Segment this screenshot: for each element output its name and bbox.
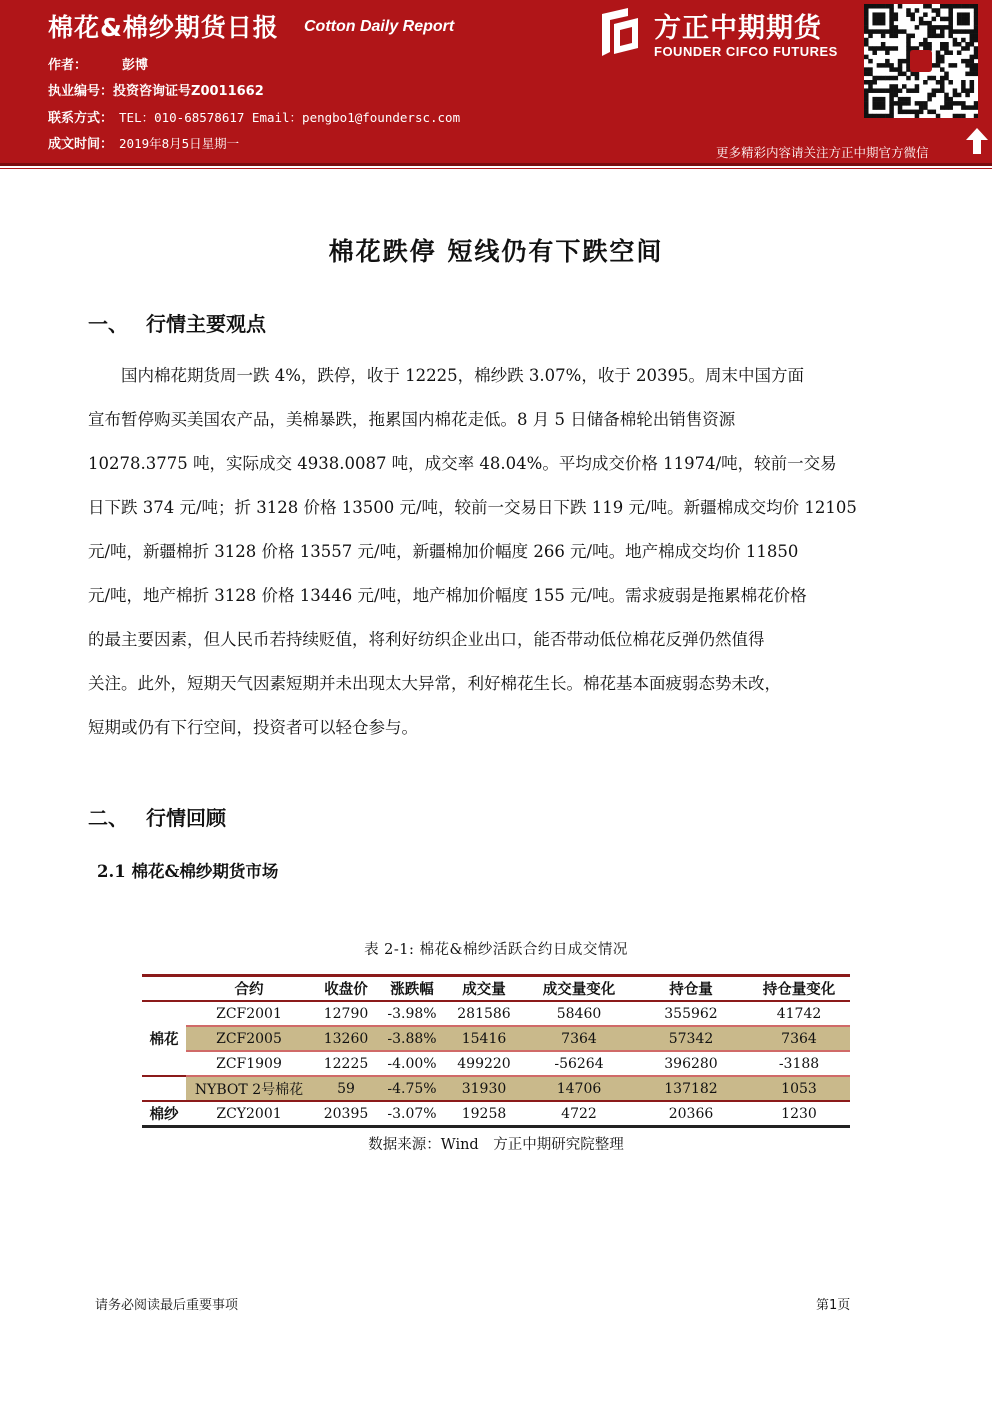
table-cell: 12790	[323, 1005, 369, 1022]
license-line	[48, 80, 264, 99]
table-row	[142, 1001, 850, 1026]
table-cell: 396280	[664, 1055, 718, 1072]
report-header	[0, 0, 992, 163]
section-heading-2	[88, 802, 226, 831]
table-cell: 355962	[664, 1005, 718, 1022]
license-label: 执业编号：	[48, 84, 114, 99]
table-header-row	[142, 976, 850, 1002]
column-header: 持仓量	[669, 981, 713, 998]
subsection-heading: 2.1 棉花&棉纱期货市场	[97, 862, 279, 881]
arrow-up-icon	[966, 128, 988, 154]
table-row	[142, 1026, 850, 1051]
section-number: 一、	[88, 312, 128, 336]
date-label: 成文时间：	[48, 137, 114, 152]
footer-notice: 请务必阅读最后重要事项	[95, 1298, 239, 1313]
table-cell: 19258	[461, 1105, 507, 1122]
logo-mark-icon	[602, 8, 638, 56]
table-cell: 20366	[668, 1105, 714, 1122]
group-blank	[142, 1076, 186, 1101]
header-divider	[0, 163, 992, 166]
document-title: 棉花跌停 短线仍有下跌空间	[328, 237, 664, 266]
paragraph-line: 10278.3775 吨，实际成交 4938.0087 吨，成交率 48.04%。平均成交价格 11974/吨，较前一交易	[88, 454, 837, 473]
author-name: 彭博	[122, 58, 149, 73]
qr-code-icon	[864, 4, 978, 118]
table-cell: 4722	[561, 1105, 597, 1122]
table-cell: 1053	[748, 1076, 850, 1101]
table-cell: 31930	[444, 1076, 524, 1101]
table-cell: 14706	[524, 1076, 634, 1101]
table-cell: 15416	[444, 1026, 524, 1051]
date-line	[48, 133, 239, 152]
table-row	[142, 1076, 850, 1101]
author-line	[48, 54, 148, 73]
table-cell: -3.07%	[387, 1105, 437, 1122]
futures-table	[142, 974, 850, 1128]
column-header: 收盘价	[324, 981, 368, 998]
section-heading-1	[88, 308, 266, 337]
table-row	[142, 1051, 850, 1076]
section-title: 行情主要观点	[146, 312, 266, 336]
contact-label: 联系方式：	[48, 111, 114, 126]
column-header: 合约	[234, 981, 264, 998]
license-value: 投资咨询证号Z0011662	[113, 84, 264, 99]
table-cell: -3.98%	[387, 1005, 437, 1022]
table-cell: -4.75%	[380, 1076, 444, 1101]
table-cell: -4.00%	[387, 1055, 437, 1072]
section-title: 行情回顾	[146, 806, 226, 830]
table-cell: ZCF2001	[216, 1005, 282, 1022]
table-cell: -3188	[778, 1055, 820, 1072]
company-logo	[602, 6, 852, 66]
paragraph-line: 关注。此外，短期天气因素短期并未出现太大异常，利好棉花生长。棉花基本面疲弱态势未改，	[88, 674, 781, 693]
paragraph-line: 国内棉花期货周一跌 4%，跌停，收于 12225，棉纱跌 3.07%，收于 20395。周末中国方面	[88, 366, 805, 385]
table-cell: 281586	[457, 1005, 511, 1022]
logo-chinese-name: 方正中期期货	[654, 13, 822, 44]
table-cell: -56264	[554, 1055, 604, 1072]
section-number: 二、	[88, 806, 128, 830]
market-view-paragraph	[88, 354, 908, 750]
table-cell: 13260	[312, 1026, 380, 1051]
table-cell: 41742	[776, 1005, 822, 1022]
contact-value: TEL：010-68578617 Email：pengbo1@foundersc.com	[119, 110, 461, 125]
table-row	[142, 1101, 850, 1127]
table-cell: 1230	[781, 1105, 817, 1122]
wechat-qr-code[interactable]	[864, 4, 978, 118]
table-cell: 59	[312, 1076, 380, 1101]
paragraph-line: 短期或仍有下行空间，投资者可以轻仓参与。	[88, 718, 418, 737]
table-cell: 499220	[457, 1055, 511, 1072]
table-cell: ZCY2001	[216, 1105, 282, 1122]
page-number: 第1页	[816, 1298, 851, 1313]
group-label-cotton: 棉花	[142, 1001, 186, 1076]
paragraph-line: 宣布暂停购买美国农产品，美棉暴跌，拖累国内棉花走低。8 月 5 日储备棉轮出销售资源	[88, 410, 736, 429]
table-cell: 20395	[323, 1105, 369, 1122]
table-cell: -3.88%	[380, 1026, 444, 1051]
logo-english-name: FOUNDER CIFCO FUTURES	[654, 44, 838, 59]
paragraph-line: 元/吨，地产棉折 3128 价格 13446 元/吨，地产棉加价幅度 155 元/吨。需求疲弱是拖累棉花价格	[88, 586, 807, 605]
table-cell: 57342	[634, 1026, 748, 1051]
author-label: 作者：	[48, 58, 88, 73]
table-caption: 表 2-1: 棉花&棉纱活跃合约日成交情况	[364, 942, 628, 958]
report-title: 棉花&棉纱期货日报	[48, 13, 279, 42]
paragraph-line: 日下跌 374 元/吨；折 3128 价格 13500 元/吨，较前一交易日下跌 119 元/吨。新疆棉成交均价 12105	[88, 498, 857, 517]
table-cell: 12225	[323, 1055, 369, 1072]
date-value: 2019年8月5日星期一	[119, 136, 240, 151]
header-blank	[142, 976, 186, 1002]
column-header: 持仓量变化	[762, 981, 836, 998]
table-cell: NYBOT 2号棉花	[186, 1076, 312, 1101]
table-cell: ZCF2005	[186, 1026, 312, 1051]
group-label-yarn: 棉纱	[149, 1106, 179, 1123]
paragraph-line: 元/吨，新疆棉折 3128 价格 13557 元/吨，新疆棉加价幅度 266 元/吨。地产棉成交均价 11850	[88, 542, 799, 561]
table-cell: 7364	[748, 1026, 850, 1051]
follow-wechat-text: 更多精彩内容请关注方正中期官方微信	[716, 145, 929, 160]
table-cell: 58460	[556, 1005, 602, 1022]
report-subtitle: Cotton Daily Report	[304, 18, 455, 35]
header-divider-thin	[0, 168, 992, 169]
table-cell: 7364	[524, 1026, 634, 1051]
paragraph-line: 的最主要因素，但人民币若持续贬值，将利好纺织企业出口，能否带动低位棉花反弹仍然值得	[88, 630, 765, 649]
table-cell: ZCF1909	[216, 1055, 282, 1072]
table-cell: 137182	[634, 1076, 748, 1101]
data-source-note: 数据来源：Wind 方正中期研究院整理	[368, 1137, 624, 1153]
column-header: 涨跌幅	[390, 981, 434, 998]
contact-line	[48, 107, 460, 126]
column-header: 成交量变化	[542, 981, 616, 998]
column-header: 成交量	[462, 981, 506, 998]
